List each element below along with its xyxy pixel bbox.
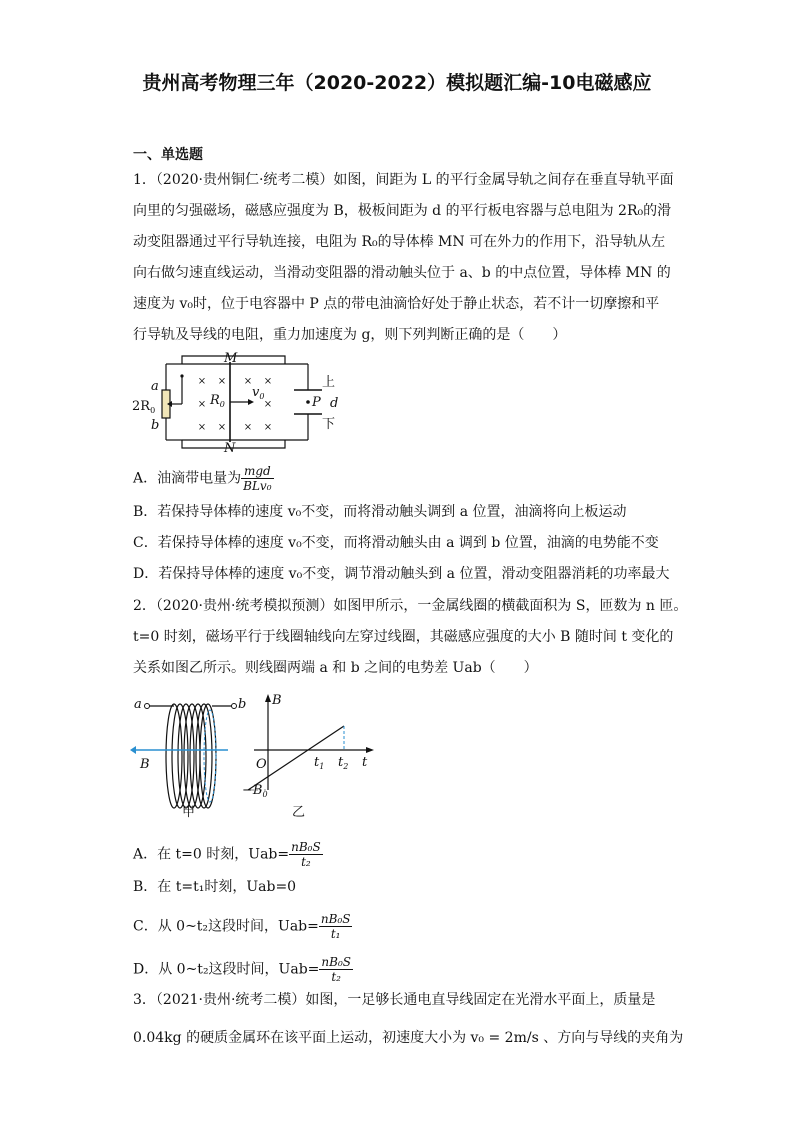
label-d: d — [330, 396, 339, 411]
q2-option-d-fraction: $\frac{\text{nB₀S}}{\text{t₂}}$ — [321, 955, 351, 984]
q2-option-d: D．从 0~t₂这段时间，Uab= $\frac{\text{nB₀S}}{\text{t₂}}$ — [133, 955, 351, 984]
q3-line-1: 3．（2021·贵州·统考二模）如图，一足够长通电直导线固定在光滑水平面上，质量是 — [133, 992, 656, 1008]
q1-line-1: 1．（2020·贵州铜仁·统考二模）如图，间距为 L 的平行金属导轨之间存在垂直导轨平面 — [133, 172, 674, 188]
q2-option-c: C．从 0~t₂这段时间，Uab= $\frac{\text{nB₀S}}{\text{t₁}}$ — [133, 912, 351, 941]
q1-line-3: 动变阻器通过平行导轨连接，电阻为 R₀的导体棒 MN 可在外力的作用下，沿导轨从左 — [133, 234, 666, 250]
q1-line-4: 向右做匀速直线运动，当滑动变阻器的滑动触头位于 a、b 的中点位置，导体棒 MN 的 — [133, 265, 671, 281]
q2-option-a-fraction: $\frac{\text{nB₀S}}{\text{t₂}}$ — [291, 840, 321, 869]
field-cross: × — [263, 422, 273, 433]
coil-label-a: a — [134, 697, 142, 712]
page-title: 贵州高考物理三年（2020-2022）模拟题汇编-10电磁感应 — [142, 72, 652, 94]
q1-option-b: B．若保持导体棒的速度 v₀不变，而将滑动触头调到 a 位置，油滴将向上板运动 — [133, 504, 627, 520]
q2-option-b: B．在 t=t₁时刻，Uab=0 — [133, 879, 297, 895]
figure-label-yi: 乙 — [292, 805, 306, 820]
label-N: N — [224, 441, 236, 452]
field-cross: × — [243, 376, 253, 387]
label-b: b — [151, 418, 160, 433]
q1-option-a-fraction: $\frac{\text{mgd}}{\text{BLv₀}}$ — [243, 464, 272, 493]
q2-line-2: t=0 时刻，磁场平行于线圈轴线向左穿过线圈，其磁感应强度的大小 B 随时间 t 变化的 — [133, 629, 674, 645]
tick-label-t1: $t_1$ — [314, 755, 325, 771]
q2-option-a: A．在 t=0 时刻，Uab= $\frac{\text{nB₀S}}{\text{t₂}}$ — [133, 840, 321, 869]
magnetic-field-crosses — [198, 376, 272, 433]
field-cross: × — [217, 376, 227, 387]
origin-label: O — [256, 757, 267, 772]
label-P: P — [312, 395, 321, 410]
tick-label-minus-B0: $-B_0$ — [242, 783, 268, 799]
section-heading: 一、单选题 — [133, 147, 203, 163]
q2-line-3: 关系如图乙所示。则线圈两端 a 和 b 之间的电势差 Uab（ ） — [133, 660, 538, 676]
label-2R0: $2R_0$ — [132, 399, 156, 415]
label-lower-plate: 下 — [322, 417, 336, 432]
field-cross: × — [243, 422, 253, 433]
q2-coil-figure — [130, 690, 250, 820]
q2-line-1: 2．（2020·贵州·统考模拟预测）如图甲所示，一金属线圈的横截面积为 S，匝数为 n 匝。 — [133, 598, 688, 614]
q1-line-2: 向里的匀强磁场，磁感应强度为 B，极板间距为 d 的平行板电容器与总电阻为 2R₀的滑 — [133, 203, 672, 219]
axis-label-t: t — [362, 755, 368, 770]
label-R0: $R_0$ — [210, 393, 225, 409]
label-upper-plate: 上 — [322, 375, 336, 390]
q2-graph-figure — [240, 690, 375, 820]
q1-circuit-figure — [130, 352, 350, 452]
figure-label-jia: 甲 — [182, 805, 196, 820]
field-cross: × — [197, 376, 207, 387]
field-cross: × — [197, 399, 207, 410]
field-cross: × — [263, 376, 273, 387]
q1-option-a: A．油滴带电量为 $\frac{\text{mgd}}{\text{BLv₀}}$ — [133, 464, 272, 493]
field-cross: × — [217, 422, 227, 433]
coil-label-B: B — [140, 757, 150, 772]
q1-line-5: 速度为 v₀时，位于电容器中 P 点的带电油滴恰好处于静止状态，若不计一切摩擦和平 — [133, 296, 660, 312]
axis-label-B: B — [272, 693, 282, 708]
tick-label-t2: $t_2$ — [338, 755, 349, 771]
q1-line-6: 行导轨及导线的电阻，重力加速度为 g，则下列判断正确的是（ ） — [133, 327, 567, 343]
label-a: a — [151, 379, 159, 394]
q1-option-d: D．若保持导体棒的速度 v₀不变，调节滑动触头到 a 位置，滑动变阻器消耗的功率最大 — [133, 566, 670, 582]
coil-label-b: b — [238, 697, 247, 712]
field-cross: × — [263, 399, 273, 410]
q3-line-2: 0.04kg 的硬质金属环在该平面上运动，初速度大小为 v₀ = 2m/s 、方向与导线的夹角为 — [133, 1030, 684, 1046]
q1-option-c: C．若保持导体棒的速度 v₀不变，而将滑动触头由 a 调到 b 位置，油滴的电势能不变 — [133, 535, 659, 551]
field-cross: × — [197, 422, 207, 433]
label-M: M — [224, 352, 238, 366]
label-v0: $v_0$ — [252, 385, 265, 401]
q2-option-c-fraction: $\frac{\text{nB₀S}}{\text{t₁}}$ — [320, 912, 351, 941]
